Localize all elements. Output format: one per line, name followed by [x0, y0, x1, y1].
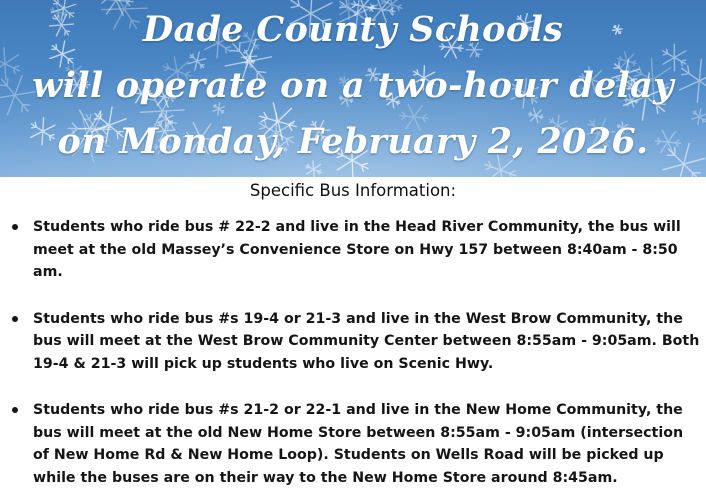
list-item-text: Students who ride bus #s 19-4 or 21-3 and live in the West Brow Community, the bus will meet at the West Brow Community Center between 8:55am - 9:05am. Both 19-4 & 21-3 will pick up students who live on Scenic Hwy. [33, 310, 700, 372]
header-banner [0, 0, 706, 177]
banner-title-line: Dade County Schools [142, 9, 564, 50]
bullet-dot-icon [12, 407, 18, 413]
list-item [0, 399, 706, 489]
bullet-dot-icon [12, 316, 18, 322]
bus-information-section [0, 177, 706, 504]
list-item [0, 216, 706, 284]
banner-title-line: will operate on a two-hour delay [32, 65, 674, 106]
banner-title-line: on Monday, February 2, 2026. [57, 121, 649, 162]
bullet-dot-icon [12, 224, 18, 230]
bus-info-list [0, 216, 706, 489]
list-item-text: Students who ride bus #s 21-2 or 22-1 and live in the New Home Community, the bus will meet at the old New Home Store between 8:55am - 9:05am (intersection of New Home Rd & New Home Loop). Students on Wells Road will be picked up while the buses are on their way to the New Home Store around 8:45am. [33, 402, 684, 486]
banner-title [0, 2, 706, 170]
section-heading: Specific Bus Information: [249, 181, 457, 200]
list-item-text: Students who ride bus # 22-2 and live in the Head River Community, the bus will meet at the old Massey’s Convenience Store on Hwy 157 between 8:40am - 8:50 am. [33, 219, 681, 280]
list-item [0, 308, 706, 376]
